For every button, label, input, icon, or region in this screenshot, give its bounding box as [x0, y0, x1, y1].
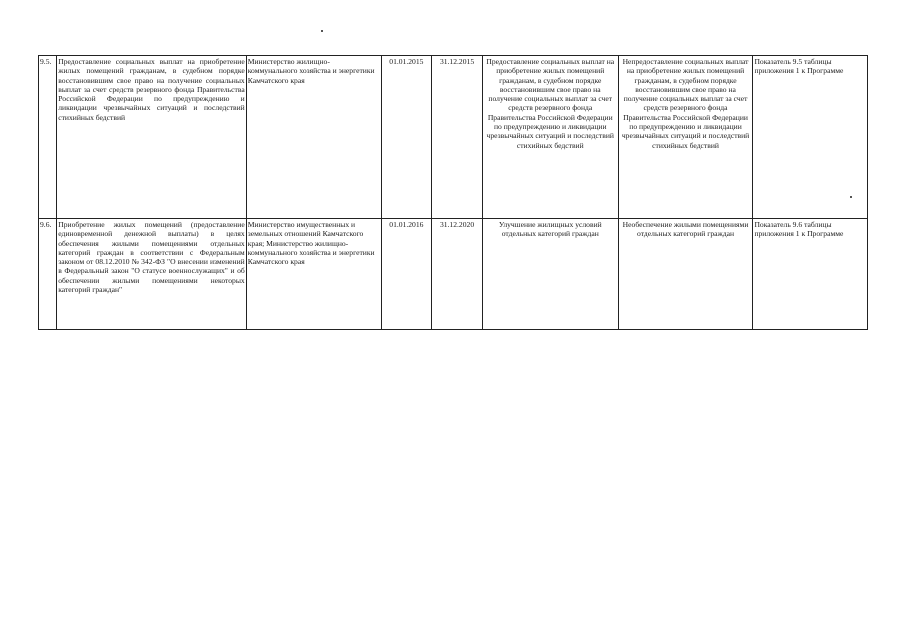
end-date: 31.12.2015: [432, 56, 483, 219]
program-measures-table: [38, 55, 868, 330]
measure-number: 9.6.: [39, 219, 57, 330]
measure-name: Приобретение жилых помещений (предоставление единовременной денежной выплаты) в целях обеспечения жилыми помещениями отдельных категорий граждан в соответствии с Федеральным законом от 08.12.2010 № 342-ФЗ "О внесении изменений в Федеральный закон "О статусе военнослужащих" и об обеспечении жилыми помещениями некоторых категорий граждан": [57, 219, 247, 330]
indicator-link: Показатель 9.6 таблицы приложения 1 к Программе: [753, 219, 868, 330]
responsible-executor: Министерство жилищно-коммунального хозяйства и энергетики Камчатского края: [246, 56, 381, 219]
measure-number: 9.5.: [39, 56, 57, 219]
end-date: 31.12.2020: [432, 219, 483, 330]
expected-result: Предоставление социальных выплат на приобретение жилых помещений гражданам, в судебном порядке восстановившим свое право на получение социальных выплат за счет средств резервного фонда Правительства Российской Федерации по предупреждению и ликвидации чрезвычайных ситуаций и последствий стихийных бедствий: [482, 56, 618, 219]
indicator-link: Показатель 9.5 таблицы приложения 1 к Программе: [753, 56, 868, 219]
expected-result: Улучшение жилищных условий отдельных категорий граждан: [482, 219, 618, 330]
start-date: 01.01.2015: [381, 56, 432, 219]
responsible-executor: Министерство имущественных и земельных отношений Камчатского края; Министерство жилищно-коммунального хозяйства и энергетики Камчатского края: [246, 219, 381, 330]
scan-speck: [321, 30, 323, 32]
start-date: 01.01.2016: [381, 219, 432, 330]
measure-name: Предоставление социальных выплат на приобретение жилых помещений гражданам, в судебном порядке восстановившим свое право на получение социальных выплат за счет средств резервного фонда Правительства Российской Федерации по предупреждению и ликвидации чрезвычайных ситуаций и последствий стихийных бедствий: [57, 56, 247, 219]
table-row: [39, 219, 868, 330]
table-row: [39, 56, 868, 219]
non-implementation-consequence: Необеспечение жилыми помещениями отдельных категорий граждан: [618, 219, 753, 330]
non-implementation-consequence: Непредоставление социальных выплат на приобретение жилых помещений гражданам, в судебном порядке восстановившим свое право на получение социальных выплат за счет средств резервного фонда Правительства Российской Федерации по предупреждению и ликвидации чрезвычайных ситуаций и последствий стихийных бедствий: [618, 56, 753, 219]
